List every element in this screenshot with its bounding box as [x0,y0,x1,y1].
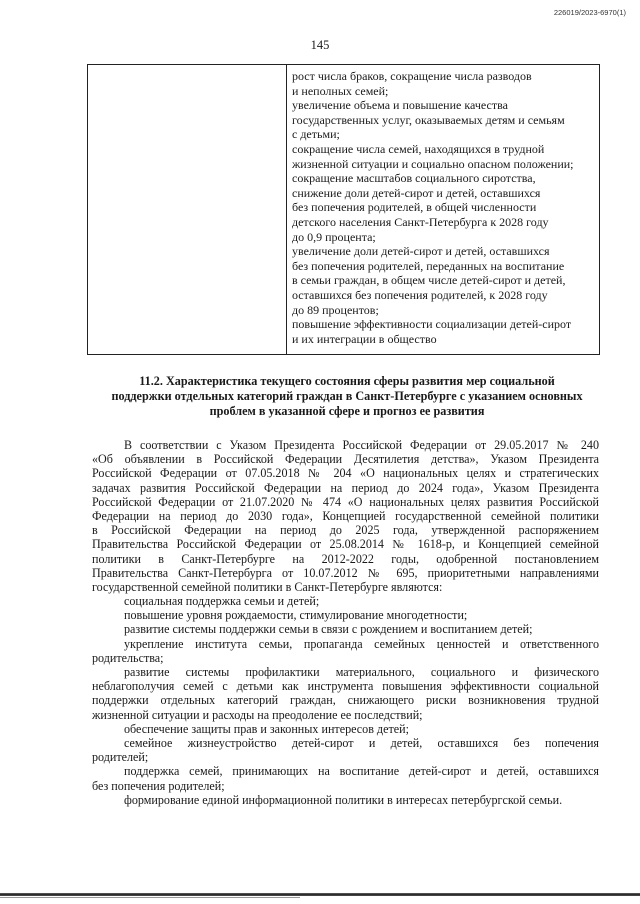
paragraph-line: Российской Федерации от 07.05.2018 № 204 «О национальных целях и стратегических [92,466,599,481]
paragraph-line: Российской Федерации от 21.07.2020 № 474 «О национальных целях развития Российской [92,494,599,509]
body-text [92,438,599,807]
paragraph-line: Правительства Санкт-Петербурга от 10.07.2012 № 695, приоритетными направлениями [92,565,599,580]
heading-line: проблем в указанной сфере и прогноз ее развития [209,404,485,418]
list-item-continuation: поддержки отдельных категорий граждан, снижающего риски возникновения трудной [92,693,599,708]
paragraph-line: государственной семейной политики в Санкт-Петербурге являются: [92,579,443,594]
list-item-continuation: неблагополучия семей с детьми как инструмента повышения эффективности социальной [92,679,599,694]
table-line: до 89 процентов; [292,302,379,317]
table-line: и неполных семей; [292,83,389,98]
table-line: в семьи граждан, в общем числе детей-сирот и детей, [292,273,566,288]
table-line: сокращение числа семей, находящихся в трудной [292,141,545,156]
table-line: увеличение доли детей-сирот и детей, оставшихся [292,244,550,259]
paragraph-line: задачах развития Российской Федерации на период до 2024 года», Указом Президента [92,480,599,495]
paragraph-line: Федерации на период до 2030 года», Концепцией государственной семейной политики [92,508,599,523]
list-item: обеспечение защиты прав и законных интересов детей; [124,721,409,736]
table-line: без попечения родителей, в общей численности [292,200,537,215]
table-line: с детьми; [292,127,340,142]
paragraph-line: Правительства Российской Федерации от 25.08.2014 № 1618-р, и Концепцией семейной [92,537,599,552]
list-item-continuation: родительства; [92,650,164,665]
indicators-table [87,64,600,355]
list-item: развитие системы поддержки семьи в связи с рождением и воспитанием детей; [124,622,533,637]
paragraph-line: политики в Санкт-Петербурге на 2012-2022 годы, одобренной постановлением [92,551,599,566]
table-line: и их интеграции в общество [292,331,437,346]
scan-bottom-edge [0,893,640,896]
table-line: до 0,9 процента; [292,229,376,244]
list-item-continuation: родителей; [92,750,149,765]
list-item: поддержка семей, принимающих на воспитание детей-сирот и детей, оставшихся [124,764,599,779]
table-line: государственных услуг, оказываемых детям и семьям [292,112,565,127]
table-line: жизненной ситуации и социально опасном положении; [292,156,574,171]
page-number: 145 [310,38,330,52]
list-item-continuation: жизненной ситуации и расходы на преодоление ее последствий; [92,707,423,722]
table-right-cell [292,69,598,346]
section-heading [92,374,602,419]
list-item: повышение уровня рождаемости, стимулирование многодетности; [124,608,468,623]
paragraph-line: в Российской Федерации на период до 2025 года, утвержденной распоряжением [92,523,599,538]
heading-line: 11.2. Характеристика текущего состояния сферы развития мер социальной [139,374,555,388]
paragraph-line: В соответствии с Указом Президента Российской Федерации от 29.05.2017 № 240 [124,438,599,452]
list-item: укрепление института семьи, пропаганда семейных ценностей и ответственного [124,636,599,651]
scan-bottom-edge-shadow [0,897,300,898]
list-item: формирование единой информационной политики в интересах петербургской семьи. [124,792,563,807]
list-item-continuation: без попечения родителей; [92,778,225,793]
list-item: семейное жизнеустройство детей-сирот и детей, оставшихся без попечения [124,735,599,750]
table-line: увеличение объема и повышение качества [292,98,508,113]
paragraph-line: «Об объявлении в Российской Федерации Десятилетия детства», Указом Президента [92,452,599,467]
table-left-cell [88,65,287,354]
table-line: оставшихся без попечения родителей, к 2028 году [292,287,548,302]
table-line: снижение доли детей-сирот и детей, оставшихся [292,185,541,200]
table-line: рост числа браков, сокращение числа разводов [292,69,532,83]
document-id: 226019/2023-6970(1) [553,8,626,17]
table-line: повышение эффективности социализации детей-сирот [292,317,572,332]
list-item: социальная поддержка семьи и детей; [124,594,320,609]
table-line: детского населения Санкт-Петербурга к 2028 году [292,214,549,229]
heading-line: поддержки отдельных категорий граждан в Санкт-Петербурге с указанием основных [111,389,583,403]
table-line: без попечения родителей, переданных на воспитание [292,258,565,273]
list-item: развитие системы профилактики материального, социального и физического [124,665,599,679]
table-line: сокращение масштабов социального сиротства, [292,171,536,186]
